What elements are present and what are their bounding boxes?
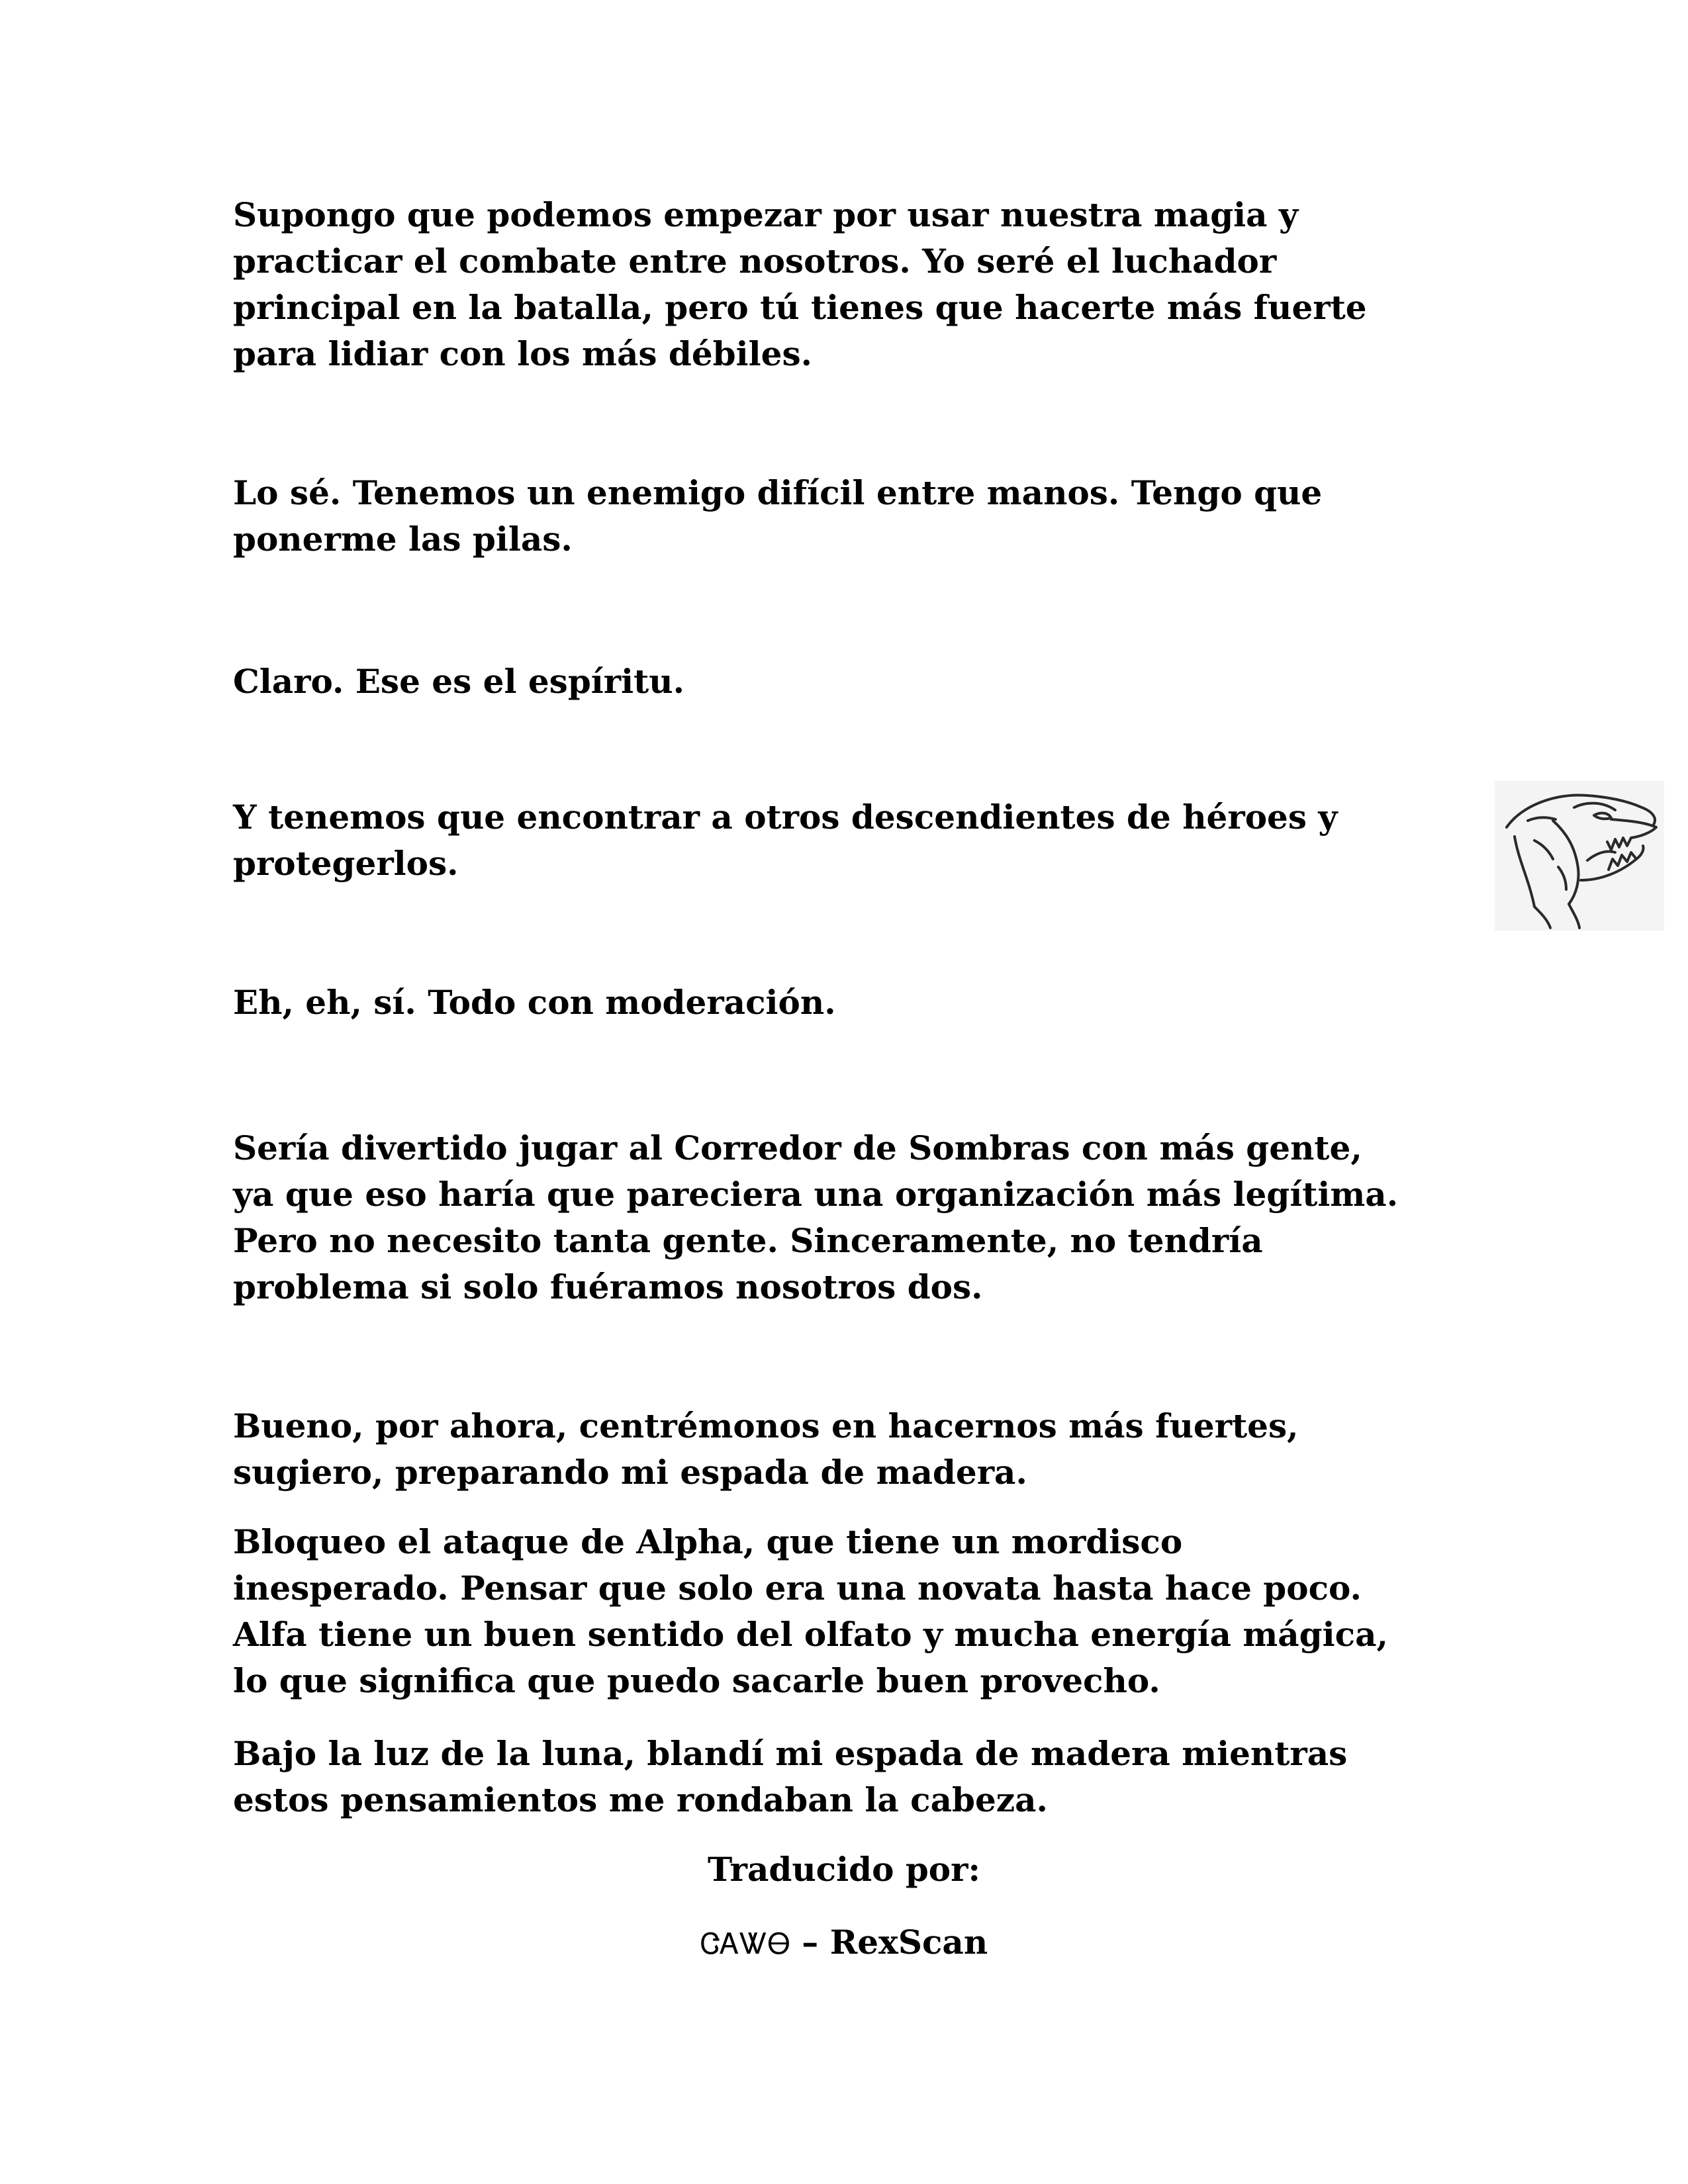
dinosaur-head-icon <box>1495 781 1664 931</box>
paragraph-7: Bueno, por ahora, centrémonos en hacernos más fuertes, sugiero, preparando mi espada de madera. <box>233 1406 1299 1492</box>
paragraph-5: Eh, eh, sí. Todo con moderación. <box>233 983 836 1022</box>
paragraph-6: Sería divertido jugar al Corredor de Sombras con más gente, ya que eso haría que pareciera una organización más legítima. Pero no necesito tanta gente. Sinceramente, no tendría problema si solo fuéramos nosotros dos. <box>233 1128 1399 1306</box>
paragraph-1: Supongo que podemos empezar por usar nuestra magia y practicar el combate entre nosotros. Yo seré el luchador principal en la batalla, pero tú tienes que hacerte más fuerte para lidiar con los más débiles. <box>233 195 1367 373</box>
group-name: – RexScan <box>790 1923 988 1962</box>
paragraph-4: Y tenemos que encontrar a otros descendientes de héroes y protegerlos. <box>233 797 1338 883</box>
paragraph-9: Bajo la luz de la luna, blandí mi espada de madera mientras estos pensamientos me rondaban la cabeza. <box>233 1734 1348 1819</box>
paragraph-3: Claro. Ese es el espíritu. <box>233 662 684 701</box>
paragraph-8: Bloqueo el ataque de Alpha, que tiene un mordisco inesperado. Pensar que solo era una novata hasta hace poco. Alfa tiene un buen sentido del olfato y mucha energía mágica, lo que significa que puedo sacarle buen provecho. <box>233 1522 1388 1700</box>
credits-heading: Traducido por: <box>708 1850 980 1889</box>
translator-name: ᏣᎪᏔᎾ <box>700 1927 790 1961</box>
credits-line <box>0 1919 1688 1968</box>
paragraph-2: Lo sé. Tenemos un enemigo difícil entre manos. Tengo que ponerme las pilas. <box>233 473 1323 559</box>
